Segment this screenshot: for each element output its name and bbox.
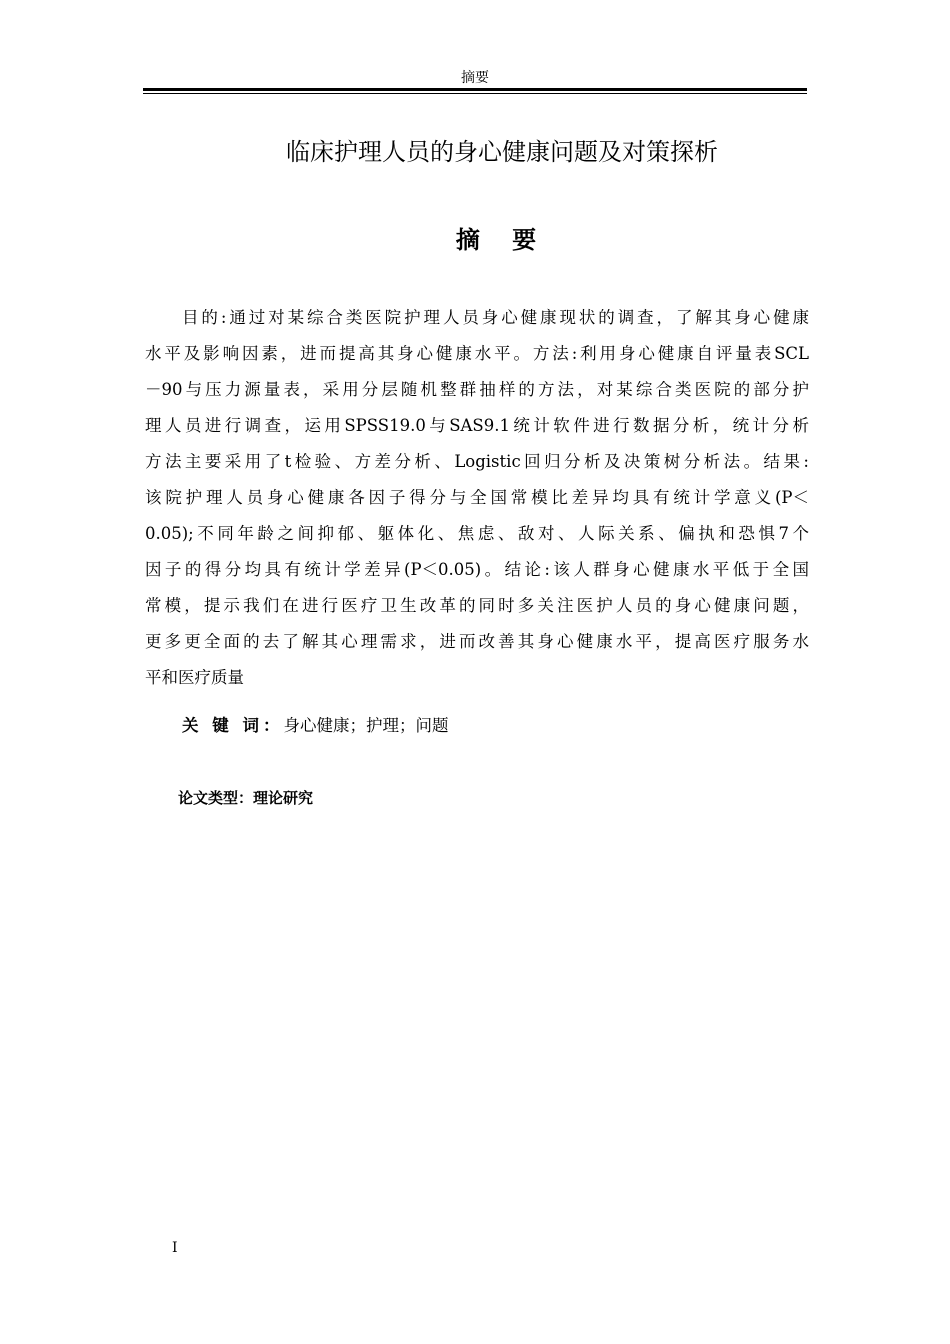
abstract-line: －90与压力源量表，采用分层随机整群抽样的方法，对某综合类医院的部分护 bbox=[145, 380, 809, 399]
abstract-line: 该院护理人员身心健康各因子得分与全国常模比差异均具有统计学意义(P＜ bbox=[145, 488, 809, 507]
abstract-heading: 摘 要 bbox=[455, 226, 549, 254]
abstract-line: 常模，提示我们在进行医疗卫生改革的同时多关注医护人员的身心健康问题， bbox=[145, 596, 809, 615]
abstract-line: 因子的得分均具有统计学差异(P＜0.05)。结论:该人群身心健康水平低于全国 bbox=[145, 560, 809, 579]
keywords bbox=[182, 708, 449, 744]
keywords-value: 身心健康；护理；问题 bbox=[283, 716, 449, 735]
abstract-line: 更多更全面的去了解其心理需求，进而改善其身心健康水平，提高医疗服务水 bbox=[145, 632, 809, 651]
abstract-line: 方法主要采用了t检验、方差分析、Logistic回归分析及决策树分析法。结果: bbox=[145, 452, 809, 471]
abstract-line: 水平及影响因素，进而提高其身心健康水平。方法:利用身心健康自评量表SCL bbox=[145, 344, 809, 363]
header-rule-thin bbox=[143, 93, 807, 94]
document-title: 临床护理人员的身心健康问题及对策探析 bbox=[286, 138, 718, 166]
abstract-line: 平和医疗质量 bbox=[145, 668, 244, 687]
abstract-line: 0.05);不同年龄之间抑郁、躯体化、焦虑、敌对、人际关系、偏执和恐惧7个 bbox=[145, 524, 809, 543]
header-rule-thick bbox=[143, 88, 807, 91]
abstract-line: 理人员进行调查，运用SPSS19.0与SAS9.1统计软件进行数据分析，统计分析 bbox=[145, 416, 809, 435]
page-number: I bbox=[172, 1240, 178, 1256]
running-header: 摘要 bbox=[461, 70, 489, 86]
paper-type: 论文类型：理论研究 bbox=[178, 789, 314, 807]
abstract-line: 目的:通过对某综合类医院护理人员身心健康现状的调查，了解其身心健康 bbox=[182, 308, 809, 327]
abstract-body bbox=[145, 300, 809, 696]
keywords-label: 关 键 词： bbox=[182, 716, 284, 735]
